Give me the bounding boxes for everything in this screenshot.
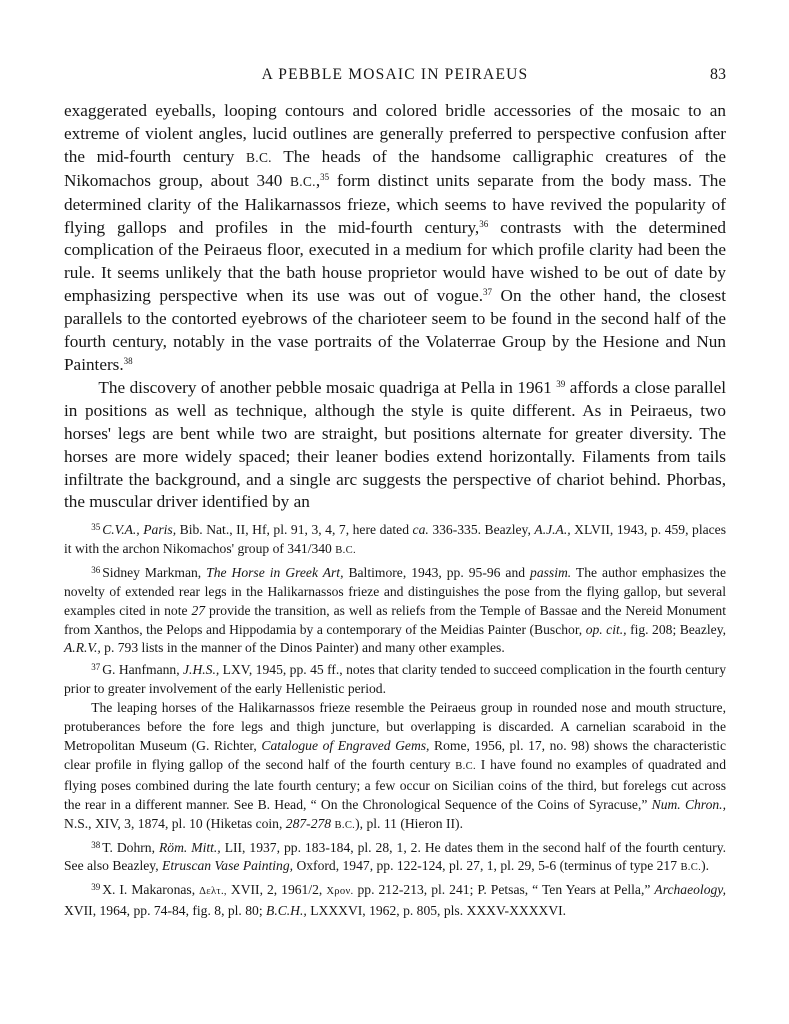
footnote-39 xyxy=(64,878,726,921)
footnote-number: 38 xyxy=(91,839,101,850)
italic-run: Catalogue of Engraved Gems, xyxy=(261,737,430,753)
text-run: Baltimore, 1943, pp. 95-96 and xyxy=(343,564,531,580)
text-run: T. Dohrn, xyxy=(102,839,159,855)
small-caps-bc: B.C. xyxy=(455,760,476,772)
text-run: ). xyxy=(701,858,710,874)
text-run: I have found no examples of quadrated and flying poses combined during the late fourth century; a few occur on Sicilian coins of the third, but forelegs cut across the rear in a different manner. See B. Head, “ On the Chronological Sequence of the Coins of Syracuse,” xyxy=(64,756,726,812)
footnote-ref-37[interactable]: 37 xyxy=(483,287,493,298)
paragraph-2 xyxy=(64,377,726,514)
text-run: X. I. Makaronas, xyxy=(102,882,200,898)
italic-run: Archaeology, xyxy=(654,882,726,898)
italic-run: J.H.S., xyxy=(183,662,220,678)
small-caps-bc: B.C. xyxy=(246,149,272,165)
small-caps-bc: B.C. xyxy=(334,819,356,831)
footnote-ref-36[interactable]: 36 xyxy=(479,218,489,229)
italic-run: A.J.A., xyxy=(534,522,571,537)
text-run: Oxford, 1947, pp. 122-124, pl. 27, 1, pl. 29, 5-6 (terminus of type 217 xyxy=(293,858,681,874)
paragraph-1 xyxy=(64,100,726,377)
text-run: The discovery of another pebble mosaic quadriga at Pella in 1961 xyxy=(98,377,552,397)
running-head xyxy=(64,66,726,88)
text-run: 336-335. Beazley, xyxy=(428,522,535,537)
footnote-ref-35[interactable]: 35 xyxy=(320,171,330,182)
footnote-ref-38[interactable]: 38 xyxy=(123,355,133,366)
footnote-ref-39[interactable]: 39 xyxy=(556,378,566,389)
body-text xyxy=(64,100,726,514)
text-run: G. Hanfmann, xyxy=(102,662,184,678)
text-run: LXV, 1945, pp. 45 ff., notes that clarity tended to succeed complication in the fourth century prior to greater involvement of the early Hellenistic period. xyxy=(64,662,726,697)
text-run: pp. 212-213, pl. 241; P. Petsas, “ Ten Years at Pella,” xyxy=(353,882,655,898)
text-run: The leaping horses of the Halikarnassos frieze resemble the Peiraeus group in rounded nose and mouth structure, protuberances before the fore legs and thigh juncture, but overlapping is discarded. A carnelian scaraboid in the Metropolitan Museum (G. Richter, xyxy=(64,700,726,753)
text-run: N.S., XIV, 3, 1874, pl. 10 (Hiketas coin, xyxy=(64,815,286,831)
small-caps-bc: B.C. xyxy=(335,544,356,556)
text-run: fig. 208; Beazley, xyxy=(626,621,727,637)
small-caps-bc: B.C. xyxy=(680,862,702,874)
italic-run: The Horse in Greek Art, xyxy=(206,564,344,580)
text-run: LXXXVI, 1962, p. 805, pls. XXXV-XXXXVI. xyxy=(306,903,567,919)
text-run: p. 793 lists in the manner of the Dinos Painter) and many other examples. xyxy=(100,640,505,656)
footnotes xyxy=(64,518,726,921)
text-run: XVII, 1964, pp. 74-84, fig. 8, pl. 80; xyxy=(64,903,267,919)
footnote-38 xyxy=(64,836,726,879)
footnote-37-continued xyxy=(64,699,726,835)
small-caps-bc: B.C. xyxy=(290,173,316,189)
footnote-number: 36 xyxy=(91,564,101,575)
italic-run: Num. Chron., xyxy=(651,796,726,812)
text-run: LII, 1937, pp. 183-184, pl. 28, 1, 2. He dates them in the second half of the fourth century. See also Beazley, xyxy=(64,839,727,874)
italic-run: op. cit., xyxy=(585,621,627,637)
text-run: Rome, 1956, pl. 17, no. 98) shows the characteristic clear profile in flying gallop of the second half of the fourth century xyxy=(64,737,726,772)
text-run: XVII, 2, 1961/2, xyxy=(226,882,327,898)
text-run: Bib. Nat., II, Hf, pl. 91, 3, 4, 7, here dated xyxy=(176,522,413,537)
italic-run: B.C.H., xyxy=(266,903,307,919)
footnote-37 xyxy=(64,658,726,699)
italic-run: 287-278 xyxy=(285,815,332,831)
text-run: The author emphasizes the novelty of extended rear legs in the Halikarnassos frieze and distinguishes the pose from the flying gallop, but several examples cited in note xyxy=(64,564,726,618)
greek-abbreviation: Δελτ., xyxy=(199,886,227,898)
greek-abbreviation: Χρον. xyxy=(326,886,354,898)
text-run: On the other hand, the closest parallels to the contorted eyebrows of the charioteer seem to be found in the second half of the fourth century, notably in the vase portraits of the Volaterrae Group by the Hesione and Nun Painters. xyxy=(64,286,726,374)
text-run: Sidney Markman, xyxy=(102,564,207,580)
italic-run: Etruscan Vase Painting, xyxy=(162,858,294,874)
text-run: provide the transition, as well as reliefs from the Temple of Bassae and the Nereid Monument from Xanthos, the Pelops and Hippodamia by a contemporary of the Meidias Painter (Buschor, xyxy=(64,602,727,637)
text-run: , xyxy=(315,170,321,190)
text-run: exaggerated eyeballs, looping contours and colored bridle accessories of the mosaic to an extreme of violent angles, lucid outlines are generally preferred to perspective confusion after the mid-fourth century xyxy=(64,101,726,166)
footnote-number: 39 xyxy=(91,882,101,893)
text-run: contrasts with the determined complication of the Peiraeus floor, executed in a medium for which profile clarity had been the rule. It seems unlikely that the bath house proprietor would have wished to be out of date by emphasizing perspective when its use was out of vogue. xyxy=(64,217,726,306)
italic-run: ca. xyxy=(412,522,429,537)
italic-run: A.R.V., xyxy=(64,640,101,656)
footnote-number: 37 xyxy=(91,662,101,673)
page-number: 83 xyxy=(710,66,726,83)
text-run: ), pl. 11 (Hieron II). xyxy=(355,815,463,831)
text-run: affords a close parallel in positions as well as technique, although the style is quite different. As in Peiraeus, two horses' legs are bent while two are straight, but positions alternate for greater diversity. The horses are more widely spaced; their leaner bodies extend horizontally. Filaments from tails infiltrate the background, and a single arc suggests the perspective of chariot behind. Phorbas, the muscular driver identified by an xyxy=(64,377,726,512)
footnote-35 xyxy=(64,518,726,561)
italic-run: Röm. Mitt., xyxy=(158,839,221,855)
text-run: XLVII, 1943, p. 459, places it with the archon Nikomachos' group of 341/340 xyxy=(64,522,726,556)
footnote-36 xyxy=(64,561,726,659)
italic-run: 27 xyxy=(191,602,206,618)
text-run: form distinct units separate from the body mass. The determined clarity of the Halikarnassos frieze, which seems to have revived the popularity of flying gallops and profiles in the mid-fourth century, xyxy=(64,170,726,237)
italic-run: C.V.A., Paris, xyxy=(102,522,177,537)
text-run: The heads of the handsome calligraphic creatures of the Nikomachos group, about 340 xyxy=(64,146,726,190)
running-title: A PEBBLE MOSAIC IN PEIRAEUS xyxy=(261,66,529,83)
italic-run: passim. xyxy=(530,564,572,580)
footnote-number: 35 xyxy=(91,522,101,532)
